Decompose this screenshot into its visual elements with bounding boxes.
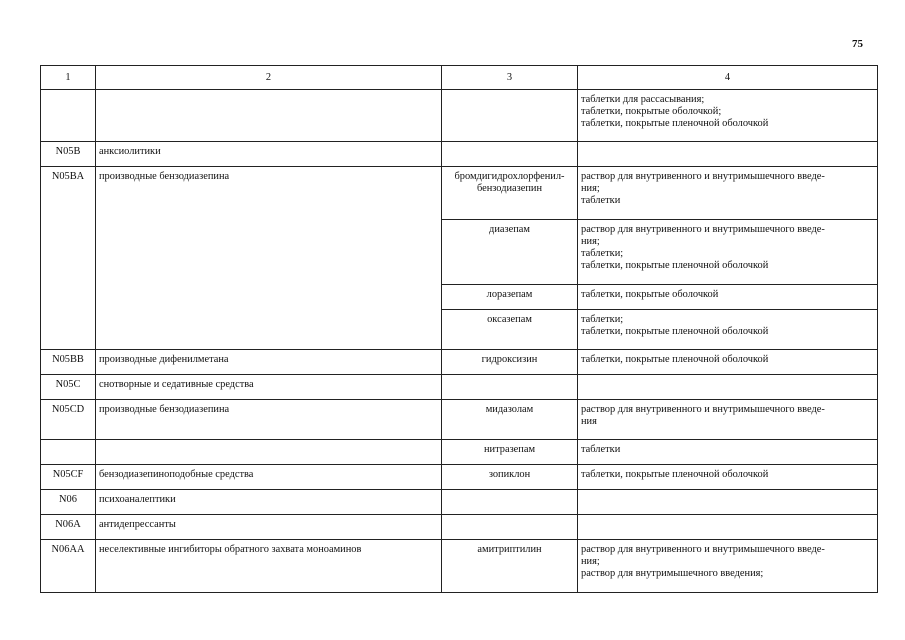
atc-code-cell: N06A xyxy=(41,515,96,540)
group-cell xyxy=(96,90,442,142)
drug-name-cell xyxy=(442,490,578,515)
dosage-form: раствор для внутривенного и внутримышечного введе- xyxy=(581,404,825,415)
dosage-forms-cell xyxy=(578,90,878,142)
group-cell: производные бензодиазепина xyxy=(96,400,442,440)
dosage-form: таблетки; xyxy=(581,314,624,325)
dosage-forms-cell xyxy=(578,285,878,310)
dosage-form: раствор для внутривенного и внутримышечного введе- xyxy=(581,171,825,182)
dosage-form: таблетки; xyxy=(581,248,624,259)
group-cell: анксиолитики xyxy=(96,142,442,167)
atc-code-cell: N05C xyxy=(41,375,96,400)
drug-name-cell: лоразепам xyxy=(442,285,578,310)
atc-code-cell: N05BB xyxy=(41,350,96,375)
group-cell: неселективные ингибиторы обратного захвата моноаминов xyxy=(96,540,442,593)
dosage-form: таблетки для рассасывания; xyxy=(581,94,705,105)
dosage-forms-cell xyxy=(578,375,878,400)
drug-table xyxy=(40,65,878,593)
drug-name-cell: нитразепам xyxy=(442,440,578,465)
header-col-4: 4 xyxy=(578,66,878,90)
header-row xyxy=(41,66,878,90)
table-row xyxy=(41,167,878,220)
dosage-form: раствор для внутривенного и внутримышечного введе- xyxy=(581,224,825,235)
dosage-form: ния xyxy=(581,416,597,427)
dosage-form: раствор для внутривенного и внутримышечного введе- xyxy=(581,544,825,555)
drug-name-cell: мидазолам xyxy=(442,400,578,440)
table-row xyxy=(41,90,878,142)
group-cell: производные бензодиазепина xyxy=(96,167,442,350)
dosage-form: ния; xyxy=(581,183,600,194)
table-row xyxy=(41,142,878,167)
group-cell: бензодиазепиноподобные средства xyxy=(96,465,442,490)
atc-code-cell: N06AA xyxy=(41,540,96,593)
group-cell: психоаналептики xyxy=(96,490,442,515)
header-col-1: 1 xyxy=(41,66,96,90)
dosage-form: таблетки xyxy=(581,444,621,455)
table-row xyxy=(41,515,878,540)
drug-name-cell: зопиклон xyxy=(442,465,578,490)
dosage-forms-cell xyxy=(578,220,878,285)
drug-name-cell: оксазепам xyxy=(442,310,578,350)
drug-name-cell xyxy=(442,167,578,220)
table-row xyxy=(41,350,878,375)
drug-name-cell xyxy=(442,142,578,167)
group-cell xyxy=(96,440,442,465)
atc-code-cell: N05CD xyxy=(41,400,96,440)
drug-name-cell xyxy=(442,90,578,142)
table-row xyxy=(41,440,878,465)
drug-name-line: бромдигидрохлорфенил- xyxy=(454,171,565,182)
atc-code-cell: N05CF xyxy=(41,465,96,490)
atc-code-cell xyxy=(41,440,96,465)
drug-name-cell: гидроксизин xyxy=(442,350,578,375)
dosage-form: таблетки xyxy=(581,195,621,206)
dosage-form: таблетки, покрытые пленочной оболочкой xyxy=(581,326,769,337)
dosage-forms-cell xyxy=(578,490,878,515)
dosage-forms-cell xyxy=(578,465,878,490)
table-row xyxy=(41,400,878,440)
dosage-form: ния; xyxy=(581,236,600,247)
atc-code-cell: N06 xyxy=(41,490,96,515)
drug-name-cell: диазепам xyxy=(442,220,578,285)
atc-code-cell: N05B xyxy=(41,142,96,167)
dosage-forms-cell xyxy=(578,310,878,350)
header-col-3: 3 xyxy=(442,66,578,90)
dosage-form: таблетки, покрытые пленочной оболочкой xyxy=(581,469,769,480)
dosage-form: таблетки, покрытые пленочной оболочкой xyxy=(581,260,769,271)
header-col-2: 2 xyxy=(96,66,442,90)
group-cell: снотворные и седативные средства xyxy=(96,375,442,400)
dosage-form: таблетки, покрытые пленочной оболочкой xyxy=(581,354,769,365)
dosage-form: таблетки, покрытые пленочной оболочкой xyxy=(581,118,769,129)
dosage-form: таблетки, покрытые оболочкой; xyxy=(581,106,722,117)
dosage-forms-cell xyxy=(578,350,878,375)
table-row xyxy=(41,375,878,400)
drug-name-line: бензодиазепин xyxy=(476,183,543,194)
dosage-forms-cell xyxy=(578,540,878,593)
dosage-forms-cell xyxy=(578,400,878,440)
drug-name-cell xyxy=(442,515,578,540)
group-cell: производные дифенилметана xyxy=(96,350,442,375)
dosage-form: раствор для внутримышечного введения; xyxy=(581,568,764,579)
page-number: 75 xyxy=(852,38,863,50)
atc-code-cell xyxy=(41,90,96,142)
atc-code-cell: N05BA xyxy=(41,167,96,350)
table-row xyxy=(41,465,878,490)
group-cell: антидепрессанты xyxy=(96,515,442,540)
drug-name-cell: амитриптилин xyxy=(442,540,578,593)
table-row xyxy=(41,490,878,515)
dosage-forms-cell xyxy=(578,440,878,465)
table-row xyxy=(41,540,878,593)
drug-name-cell xyxy=(442,375,578,400)
dosage-form: ния; xyxy=(581,556,600,567)
dosage-forms-cell xyxy=(578,167,878,220)
dosage-forms-cell xyxy=(578,142,878,167)
dosage-form: таблетки, покрытые оболочкой xyxy=(581,289,719,300)
dosage-forms-cell xyxy=(578,515,878,540)
